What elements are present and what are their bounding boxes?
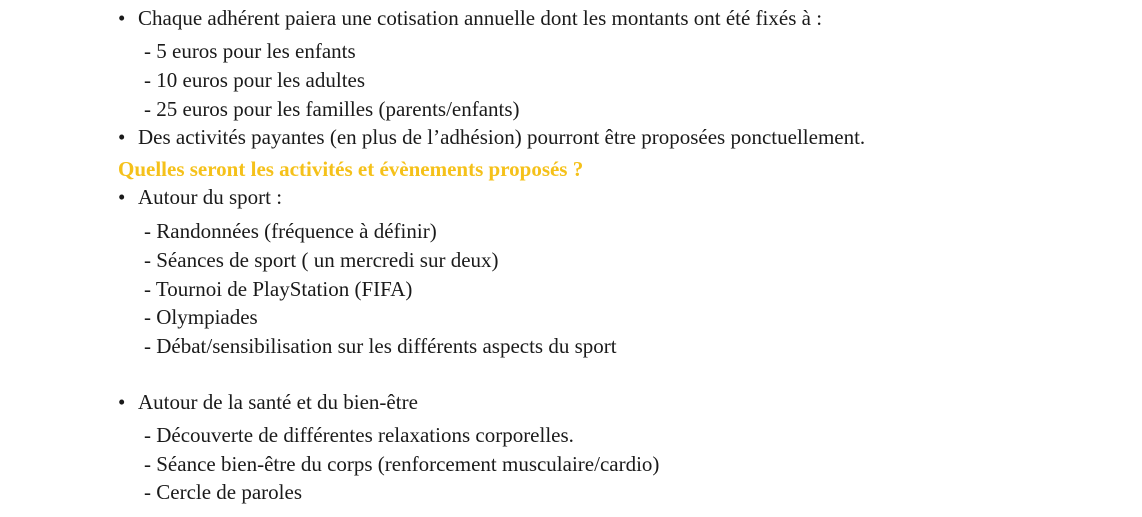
health-item: - Découverte de différentes relaxations corporelles. <box>144 423 574 447</box>
health-title: Autour de la santé et du bien-être <box>138 390 418 414</box>
sport-item: - Randonnées (fréquence à définir) <box>144 219 437 243</box>
sport-item: - Tournoi de PlayStation (FIFA) <box>144 277 413 301</box>
fee-item-adults: - 10 euros pour les adultes <box>144 68 366 92</box>
sport-item: - Olympiades <box>144 305 258 329</box>
sport-item: - Séances de sport ( un mercredi sur deux) <box>144 248 499 272</box>
bullet-icon: • <box>118 390 126 414</box>
bullet-icon: • <box>118 185 126 209</box>
health-item: - Cercle de paroles <box>144 480 303 504</box>
bullet-icon: • <box>118 125 126 149</box>
bullet-fees-intro <box>118 4 822 32</box>
paid-activities-text: Des activités payantes (en plus de l’adhésion) pourront être proposées ponctuellement. <box>138 125 866 149</box>
bullet-paid-activities <box>118 123 865 151</box>
sport-title: Autour du sport : <box>138 185 283 209</box>
fees-intro-text: Chaque adhérent paiera une cotisation annuelle dont les montants ont été fixés à : <box>138 6 823 30</box>
section-heading: Quelles seront les activités et évènements proposés ? <box>118 157 584 181</box>
bullet-health <box>118 388 418 416</box>
health-item: - Séance bien-être du corps (renforcement musculaire/cardio) <box>144 452 660 476</box>
fee-item-families: - 25 euros pour les familles (parents/enfants) <box>144 97 520 121</box>
bullet-sport <box>118 183 282 211</box>
bullet-icon: • <box>118 6 126 30</box>
fee-item-children: - 5 euros pour les enfants <box>144 39 356 63</box>
sport-item: - Débat/sensibilisation sur les différents aspects du sport <box>144 334 617 358</box>
